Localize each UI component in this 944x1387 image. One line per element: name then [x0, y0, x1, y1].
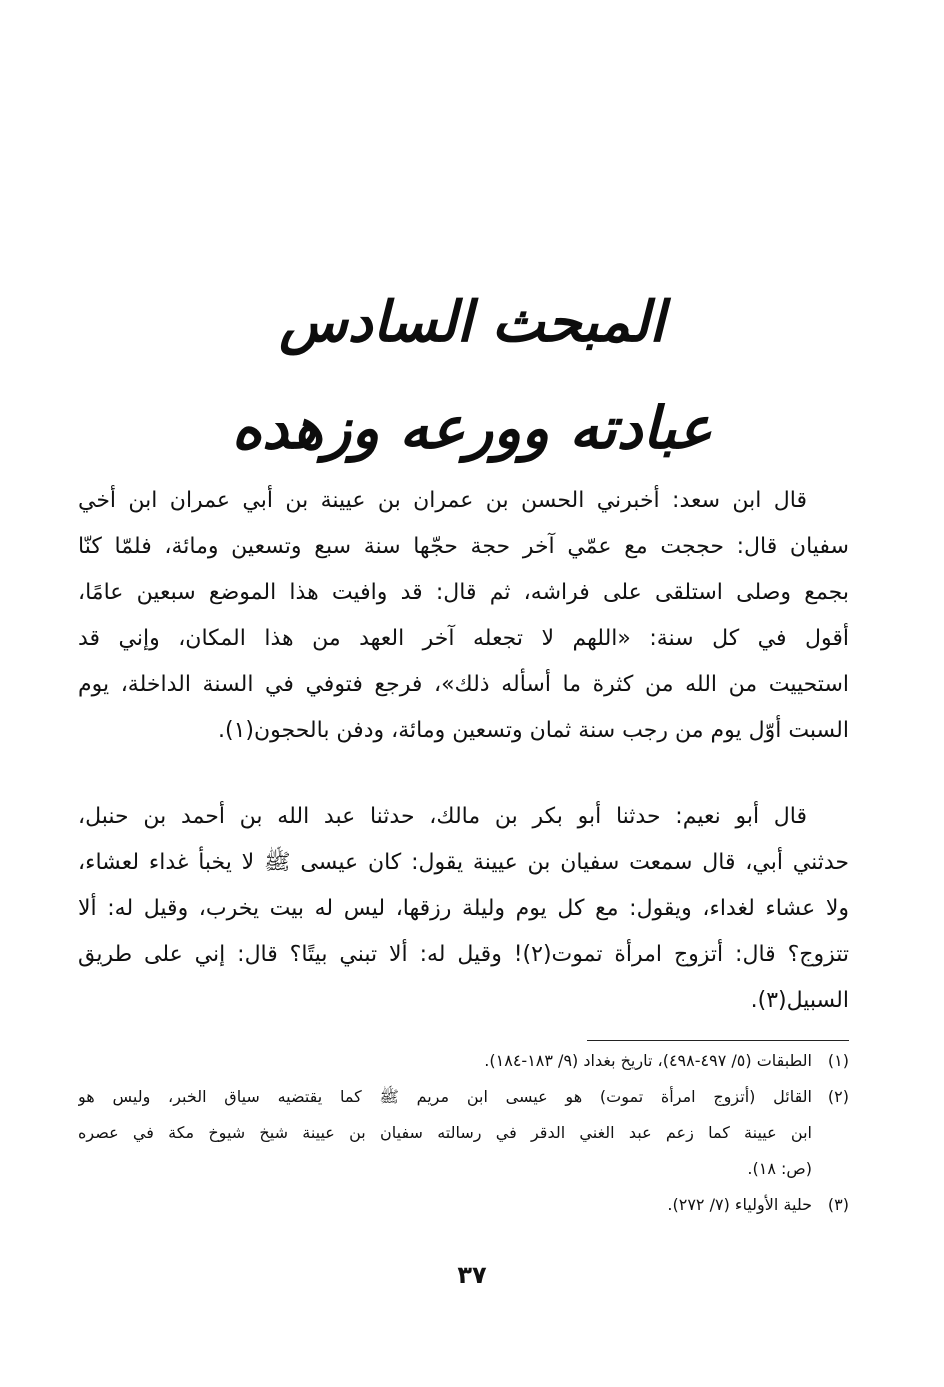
paragraph-line: سفيان قال: حججت مع عمّي آخر حجة حجّها سنة سبع وتسعين ومائة، فلمّا كنّا	[78, 534, 849, 559]
paragraph-line: تتزوج؟ قال: أتزوج امرأة تموت(٢)! وقيل له: ألا تبني بيتًا؟ قال: إني على طريق	[78, 942, 849, 967]
page-number: ٣٧	[457, 1261, 487, 1289]
paragraph-line: حدثني أبي، قال سمعت سفيان بن عيينة يقول: كان عيسى ﷺ لا يخبأ غداء لعشاء،	[78, 850, 849, 875]
footnote-number: (٣)	[827, 1195, 849, 1214]
paragraph-line: قال ابن سعد: أخبرني الحسن بن عمران بن عيينة بن أبي عمران ابن أخي	[78, 488, 807, 513]
footnote-text: الطبقات (٥/ ٤٩٧-٤٩٨)، تاريخ بغداد (٩/ ١٨٣-١٨٤).	[484, 1051, 812, 1070]
footnote-text: (ص: ١٨).	[747, 1159, 812, 1178]
paragraph-line: استحييت من الله من كثرة ما أسأله ذلك»، فرجع فتوفي في السنة الداخلة، يوم	[78, 672, 849, 697]
footnote-number: (١)	[827, 1051, 849, 1070]
paragraph-line: بجمع وصلى استلقى على فراشه، ثم قال: قد وافيت هذا الموضع سبعين عامًا،	[78, 580, 849, 605]
footnotes	[78, 1043, 849, 1223]
footnote-text: ابن عيينة كما زعم عبد الغني الدقر في رسالته سفيان بن عيينة شيخ شيوخ مكة في عصره	[78, 1123, 812, 1142]
footnote-3	[78, 1187, 849, 1223]
section-label: المبحث السادس	[279, 289, 665, 355]
footnote-2	[78, 1079, 849, 1115]
footnote-1	[78, 1043, 849, 1079]
paragraph-line: السبت أوّل يوم من رجب سنة ثمان وتسعين ومائة، ودفن بالحجون(١).	[218, 718, 849, 743]
footnote-text: القائل (أتزوج امرأة تموت) هو عيسى ابن مريم ﷺ كما يقتضيه سياق الخبر، وليس هو	[78, 1087, 812, 1106]
paragraph-line: ولا عشاء لغداء، ويقول: مع كل يوم وليلة رزقها، ليس له بيت يخرب، وقيل له: ألا	[78, 896, 849, 921]
paragraph-line: السبيل(٣).	[750, 988, 849, 1013]
footnote-text: حلية الأولياء (٧/ ٢٧٢).	[667, 1195, 812, 1214]
paragraph-line: أقول في كل سنة: «اللهم لا تجعله آخر العهد من هذا المكان، وإني قد	[78, 626, 849, 651]
footnote-divider	[587, 1040, 849, 1041]
paragraph-ibn-saad	[78, 478, 849, 754]
paragraph-line: قال أبو نعيم: حدثنا أبو بكر بن مالك، حدثنا عبد الله بن أحمد بن حنبل،	[78, 804, 807, 829]
paragraph-abu-nuaim	[78, 794, 849, 1024]
section-title: عبادته وورعه وزهده	[231, 394, 713, 462]
footnote-number: (٢)	[827, 1087, 849, 1106]
